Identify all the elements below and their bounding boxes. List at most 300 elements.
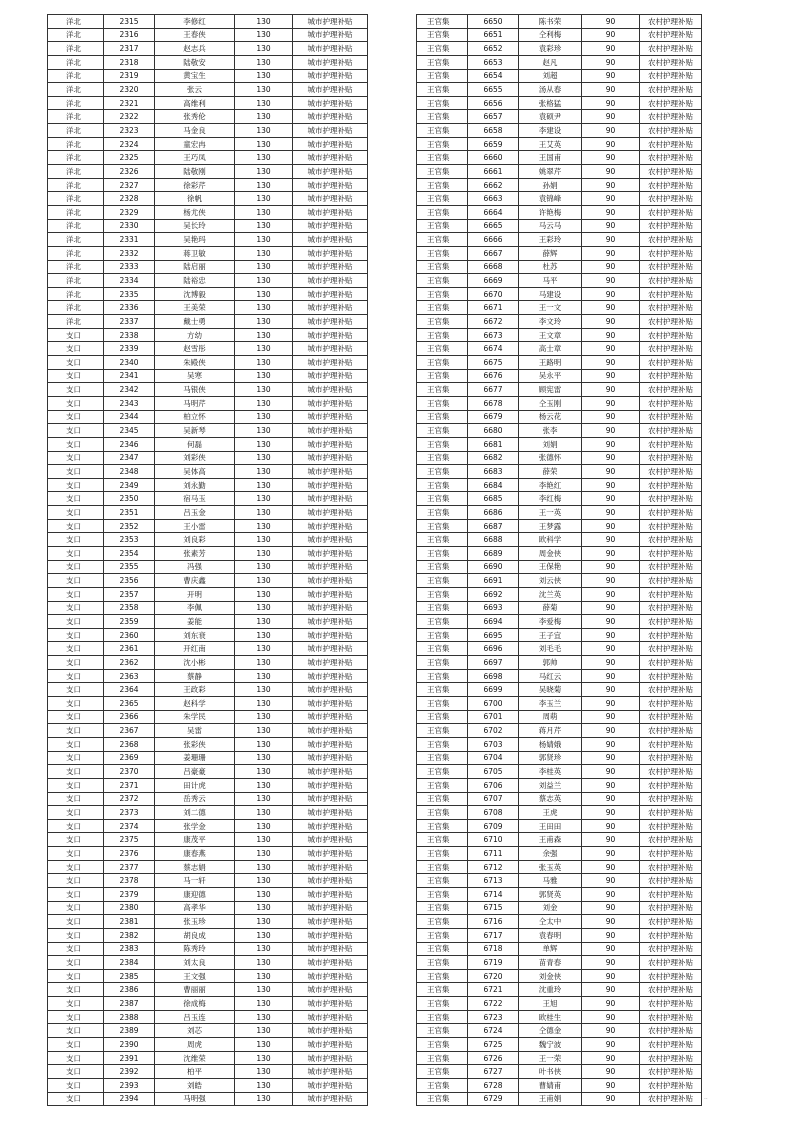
table-row	[417, 274, 702, 288]
amount-cell: 130	[235, 151, 293, 165]
subsidy-type-cell: 城市护理补贴	[293, 96, 368, 110]
amount-cell: 130	[235, 928, 293, 942]
town-cell: 洋北	[48, 260, 104, 274]
name-cell: 张德怀	[519, 451, 582, 465]
name-cell: 高士章	[519, 342, 582, 356]
name-cell: 吴晓菊	[519, 683, 582, 697]
amount-cell: 130	[235, 983, 293, 997]
subsidy-type-cell: 城市护理补贴	[293, 860, 368, 874]
amount-cell: 130	[235, 396, 293, 410]
amount-cell: 130	[235, 806, 293, 820]
subsidy-type-cell: 城市护理补贴	[293, 1051, 368, 1065]
town-cell: 王官集	[417, 1092, 468, 1106]
table-row	[48, 437, 368, 451]
name-cell: 杨云花	[519, 410, 582, 424]
serial-cell: 6710	[468, 833, 519, 847]
amount-cell: 130	[235, 833, 293, 847]
serial-cell: 6699	[468, 683, 519, 697]
table-row	[48, 1010, 368, 1024]
name-cell: 吴寒	[155, 369, 235, 383]
town-cell: 洋北	[48, 55, 104, 69]
subsidy-type-cell: 农村护理补贴	[640, 506, 702, 520]
name-cell: 徐成梅	[155, 997, 235, 1011]
serial-cell: 6655	[468, 83, 519, 97]
town-cell: 王官集	[417, 410, 468, 424]
table-row	[48, 683, 368, 697]
subsidy-type-cell: 城市护理补贴	[293, 28, 368, 42]
serial-cell: 2353	[104, 533, 155, 547]
name-cell: 张玉英	[519, 860, 582, 874]
serial-cell: 2374	[104, 819, 155, 833]
table-row	[48, 765, 368, 779]
table-row	[417, 28, 702, 42]
name-cell: 李玉兰	[519, 697, 582, 711]
serial-cell: 2394	[104, 1092, 155, 1106]
town-cell: 王官集	[417, 356, 468, 370]
name-cell: 沈重玲	[519, 983, 582, 997]
subsidy-type-cell: 农村护理补贴	[640, 533, 702, 547]
subsidy-type-cell: 城市护理补贴	[293, 328, 368, 342]
town-cell: 支口	[48, 615, 104, 629]
subsidy-type-cell: 农村护理补贴	[640, 1024, 702, 1038]
serial-cell: 6651	[468, 28, 519, 42]
town-cell: 支口	[48, 546, 104, 560]
amount-cell: 90	[582, 1065, 640, 1079]
table-row	[417, 506, 702, 520]
town-cell: 支口	[48, 465, 104, 479]
amount-cell: 90	[582, 983, 640, 997]
town-cell: 支口	[48, 1010, 104, 1024]
town-cell: 王官集	[417, 1051, 468, 1065]
name-cell: 许艳梅	[519, 205, 582, 219]
subsidy-type-cell: 农村护理补贴	[640, 69, 702, 83]
town-cell: 王官集	[417, 847, 468, 861]
amount-cell: 130	[235, 533, 293, 547]
table-row	[417, 533, 702, 547]
town-cell: 支口	[48, 983, 104, 997]
amount-cell: 90	[582, 874, 640, 888]
subsidy-type-cell: 城市护理补贴	[293, 819, 368, 833]
table-row	[48, 1038, 368, 1052]
amount-cell: 130	[235, 1078, 293, 1092]
name-cell: 张素芳	[155, 546, 235, 560]
amount-cell: 130	[235, 615, 293, 629]
serial-cell: 6713	[468, 874, 519, 888]
subsidy-type-cell: 农村护理补贴	[640, 301, 702, 315]
serial-cell: 6693	[468, 601, 519, 615]
serial-cell: 6676	[468, 369, 519, 383]
amount-cell: 90	[582, 328, 640, 342]
name-cell: 仝德金	[519, 1024, 582, 1038]
amount-cell: 90	[582, 205, 640, 219]
table-row	[48, 124, 368, 138]
serial-cell: 2363	[104, 669, 155, 683]
town-cell: 支口	[48, 765, 104, 779]
serial-cell: 6665	[468, 219, 519, 233]
amount-cell: 90	[582, 1010, 640, 1024]
name-cell: 李修红	[155, 15, 235, 29]
serial-cell: 2382	[104, 928, 155, 942]
town-cell: 支口	[48, 874, 104, 888]
name-cell: 苗青春	[519, 956, 582, 970]
town-cell: 王官集	[417, 15, 468, 29]
table-row	[48, 997, 368, 1011]
name-cell: 张秀伦	[155, 110, 235, 124]
subsidy-type-cell: 城市护理补贴	[293, 465, 368, 479]
amount-cell: 90	[582, 533, 640, 547]
amount-cell: 130	[235, 1010, 293, 1024]
name-cell: 袁锦峰	[519, 192, 582, 206]
table-row	[48, 383, 368, 397]
serial-cell: 2389	[104, 1024, 155, 1038]
subsidy-type-cell: 农村护理补贴	[640, 1010, 702, 1024]
table-row	[417, 110, 702, 124]
serial-cell: 2365	[104, 697, 155, 711]
town-cell: 洋北	[48, 15, 104, 29]
table-row	[417, 956, 702, 970]
table-row	[417, 465, 702, 479]
town-cell: 王官集	[417, 219, 468, 233]
subsidy-type-cell: 城市护理补贴	[293, 737, 368, 751]
name-cell: 吴雷	[155, 724, 235, 738]
serial-cell: 6678	[468, 396, 519, 410]
serial-cell: 2361	[104, 642, 155, 656]
name-cell: 曹婧甫	[519, 1078, 582, 1092]
amount-cell: 90	[582, 724, 640, 738]
subsidy-type-cell: 城市护理补贴	[293, 396, 368, 410]
subsidy-type-cell: 农村护理补贴	[640, 383, 702, 397]
name-cell: 马平	[519, 274, 582, 288]
subsidy-type-cell: 农村护理补贴	[640, 287, 702, 301]
amount-cell: 90	[582, 15, 640, 29]
subsidy-type-cell: 农村护理补贴	[640, 424, 702, 438]
table-row	[417, 15, 702, 29]
town-cell: 洋北	[48, 110, 104, 124]
serial-cell: 6720	[468, 969, 519, 983]
town-cell: 王官集	[417, 55, 468, 69]
subsidy-type-cell: 农村护理补贴	[640, 888, 702, 902]
town-cell: 王官集	[417, 997, 468, 1011]
table-row	[48, 424, 368, 438]
serial-cell: 2350	[104, 492, 155, 506]
table-row	[48, 165, 368, 179]
serial-cell: 2373	[104, 806, 155, 820]
amount-cell: 130	[235, 997, 293, 1011]
town-cell: 王官集	[417, 710, 468, 724]
name-cell: 吕玉连	[155, 1010, 235, 1024]
subsidy-type-cell: 农村护理补贴	[640, 1078, 702, 1092]
subsidy-type-cell: 农村护理补贴	[640, 1051, 702, 1065]
town-cell: 王官集	[417, 519, 468, 533]
serial-cell: 2326	[104, 165, 155, 179]
subsidy-type-cell: 城市护理补贴	[293, 55, 368, 69]
serial-cell: 6663	[468, 192, 519, 206]
town-cell: 王官集	[417, 1038, 468, 1052]
town-cell: 王官集	[417, 778, 468, 792]
subsidy-type-cell: 农村护理补贴	[640, 997, 702, 1011]
amount-cell: 90	[582, 942, 640, 956]
name-cell: 刘云侠	[519, 574, 582, 588]
table-row	[48, 315, 368, 329]
amount-cell: 130	[235, 437, 293, 451]
amount-cell: 130	[235, 819, 293, 833]
table-row	[417, 656, 702, 670]
subsidy-type-cell: 农村护理补贴	[640, 28, 702, 42]
serial-cell: 2343	[104, 396, 155, 410]
subsidy-type-cell: 农村护理补贴	[640, 219, 702, 233]
serial-cell: 2334	[104, 274, 155, 288]
table-row	[48, 192, 368, 206]
name-cell: 王甫娟	[519, 1092, 582, 1106]
name-cell: 欧科学	[519, 533, 582, 547]
subsidy-type-cell: 城市护理补贴	[293, 165, 368, 179]
table-row	[48, 1024, 368, 1038]
amount-cell: 130	[235, 956, 293, 970]
amount-cell: 130	[235, 519, 293, 533]
subsidy-type-cell: 城市护理补贴	[293, 205, 368, 219]
subsidy-type-cell: 城市护理补贴	[293, 778, 368, 792]
subsidy-type-cell: 城市护理补贴	[293, 233, 368, 247]
subsidy-type-cell: 城市护理补贴	[293, 246, 368, 260]
subsidy-type-cell: 城市护理补贴	[293, 492, 368, 506]
serial-cell: 2318	[104, 55, 155, 69]
serial-cell: 2349	[104, 478, 155, 492]
subsidy-type-cell: 城市护理补贴	[293, 628, 368, 642]
amount-cell: 130	[235, 451, 293, 465]
table-row	[417, 205, 702, 219]
name-cell: 朱殿侠	[155, 356, 235, 370]
serial-cell: 2371	[104, 778, 155, 792]
serial-cell: 2366	[104, 710, 155, 724]
amount-cell: 130	[235, 233, 293, 247]
town-cell: 洋北	[48, 315, 104, 329]
amount-cell: 90	[582, 478, 640, 492]
serial-cell: 6729	[468, 1092, 519, 1106]
amount-cell: 130	[235, 274, 293, 288]
serial-cell: 2342	[104, 383, 155, 397]
serial-cell: 6718	[468, 942, 519, 956]
town-cell: 王官集	[417, 615, 468, 629]
serial-cell: 6673	[468, 328, 519, 342]
name-cell: 郭贤珍	[519, 751, 582, 765]
serial-cell: 6702	[468, 724, 519, 738]
subsidy-type-cell: 农村护理补贴	[640, 901, 702, 915]
town-cell: 支口	[48, 478, 104, 492]
serial-cell: 2393	[104, 1078, 155, 1092]
town-cell: 王官集	[417, 301, 468, 315]
amount-cell: 130	[235, 260, 293, 274]
amount-cell: 90	[582, 997, 640, 1011]
table-row	[48, 356, 368, 370]
table-row	[417, 574, 702, 588]
subsidy-type-cell: 城市护理补贴	[293, 1078, 368, 1092]
subsidy-type-cell: 农村护理补贴	[640, 628, 702, 642]
subsidy-type-cell: 城市护理补贴	[293, 656, 368, 670]
amount-cell: 90	[582, 628, 640, 642]
amount-cell: 90	[582, 751, 640, 765]
serial-cell: 2323	[104, 124, 155, 138]
amount-cell: 90	[582, 55, 640, 69]
town-cell: 支口	[48, 451, 104, 465]
amount-cell: 130	[235, 424, 293, 438]
serial-cell: 2377	[104, 860, 155, 874]
amount-cell: 130	[235, 287, 293, 301]
town-cell: 支口	[48, 901, 104, 915]
table-row	[417, 997, 702, 1011]
table-row	[48, 96, 368, 110]
amount-cell: 130	[235, 246, 293, 260]
table-row	[48, 710, 368, 724]
subsidy-type-cell: 城市护理补贴	[293, 383, 368, 397]
serial-cell: 6685	[468, 492, 519, 506]
subsidy-type-cell: 城市护理补贴	[293, 1024, 368, 1038]
table-row	[48, 901, 368, 915]
amount-cell: 130	[235, 96, 293, 110]
name-cell: 张玉珍	[155, 915, 235, 929]
amount-cell: 90	[582, 396, 640, 410]
subsidy-type-cell: 农村护理补贴	[640, 1038, 702, 1052]
amount-cell: 90	[582, 369, 640, 383]
name-cell: 何磊	[155, 437, 235, 451]
name-cell: 马云马	[519, 219, 582, 233]
town-cell: 支口	[48, 342, 104, 356]
serial-cell: 6684	[468, 478, 519, 492]
subsidy-type-cell: 农村护理补贴	[640, 778, 702, 792]
subsidy-type-cell: 农村护理补贴	[640, 137, 702, 151]
name-cell: 曹庆鑫	[155, 574, 235, 588]
subsidy-type-cell: 城市护理补贴	[293, 478, 368, 492]
name-cell: 徐彩芹	[155, 178, 235, 192]
amount-cell: 90	[582, 424, 640, 438]
name-cell: 刘彩侠	[155, 451, 235, 465]
table-row	[417, 628, 702, 642]
town-cell: 王官集	[417, 1078, 468, 1092]
table-row	[417, 1092, 702, 1106]
table-row	[417, 587, 702, 601]
serial-cell: 6717	[468, 928, 519, 942]
subsidy-type-cell: 农村护理补贴	[640, 246, 702, 260]
table-row	[417, 369, 702, 383]
amount-cell: 130	[235, 369, 293, 383]
amount-cell: 130	[235, 901, 293, 915]
subsidy-type-cell: 农村护理补贴	[640, 96, 702, 110]
town-cell: 支口	[48, 997, 104, 1011]
amount-cell: 90	[582, 1092, 640, 1106]
serial-cell: 2344	[104, 410, 155, 424]
table-row	[417, 83, 702, 97]
town-cell: 支口	[48, 833, 104, 847]
table-row	[417, 124, 702, 138]
town-cell: 支口	[48, 574, 104, 588]
serial-cell: 2348	[104, 465, 155, 479]
table-row	[48, 601, 368, 615]
name-cell: 胡良成	[155, 928, 235, 942]
name-cell: 吴体高	[155, 465, 235, 479]
name-cell: 康茂平	[155, 833, 235, 847]
name-cell: 蔡志英	[519, 792, 582, 806]
subsidy-type-cell: 农村护理补贴	[640, 956, 702, 970]
town-cell: 洋北	[48, 274, 104, 288]
name-cell: 戴士勇	[155, 315, 235, 329]
town-cell: 支口	[48, 969, 104, 983]
serial-cell: 6707	[468, 792, 519, 806]
amount-cell: 130	[235, 410, 293, 424]
serial-cell: 2364	[104, 683, 155, 697]
name-cell: 刘东衰	[155, 628, 235, 642]
subsidy-type-cell: 城市护理补贴	[293, 833, 368, 847]
name-cell: 张彩侠	[155, 737, 235, 751]
town-cell: 洋北	[48, 96, 104, 110]
table-row	[48, 806, 368, 820]
serial-cell: 2317	[104, 42, 155, 56]
subsidy-type-cell: 城市护理补贴	[293, 765, 368, 779]
table-row	[417, 710, 702, 724]
town-cell: 洋北	[48, 192, 104, 206]
table-row	[48, 287, 368, 301]
serial-cell: 2335	[104, 287, 155, 301]
town-cell: 支口	[48, 642, 104, 656]
table-row	[417, 615, 702, 629]
table-row	[48, 1092, 368, 1106]
serial-cell: 2388	[104, 1010, 155, 1024]
table-row	[48, 301, 368, 315]
subsidy-type-cell: 城市护理补贴	[293, 888, 368, 902]
subsidy-type-cell: 城市护理补贴	[293, 874, 368, 888]
name-cell: 刘毛毛	[519, 642, 582, 656]
serial-cell: 6667	[468, 246, 519, 260]
name-cell: 薛辉	[519, 246, 582, 260]
subsidy-type-cell: 农村护理补贴	[640, 656, 702, 670]
amount-cell: 90	[582, 315, 640, 329]
serial-cell: 6725	[468, 1038, 519, 1052]
amount-cell: 130	[235, 1051, 293, 1065]
table-row	[48, 178, 368, 192]
subsidy-type-cell: 农村护理补贴	[640, 587, 702, 601]
amount-cell: 130	[235, 69, 293, 83]
town-cell: 王官集	[417, 587, 468, 601]
amount-cell: 90	[582, 301, 640, 315]
serial-cell: 6705	[468, 765, 519, 779]
name-cell: 王保艳	[519, 560, 582, 574]
amount-cell: 130	[235, 83, 293, 97]
table-row	[48, 28, 368, 42]
amount-cell: 90	[582, 1078, 640, 1092]
name-cell: 仝玉刚	[519, 396, 582, 410]
subsidy-type-cell: 城市护理补贴	[293, 642, 368, 656]
table-row	[417, 751, 702, 765]
serial-cell: 2379	[104, 888, 155, 902]
serial-cell: 6656	[468, 96, 519, 110]
town-cell: 支口	[48, 683, 104, 697]
amount-cell: 90	[582, 833, 640, 847]
table-row	[417, 1051, 702, 1065]
town-cell: 洋北	[48, 151, 104, 165]
serial-cell: 6686	[468, 506, 519, 520]
subsidy-type-cell: 农村护理补贴	[640, 437, 702, 451]
table-row	[417, 519, 702, 533]
serial-cell: 6666	[468, 233, 519, 247]
town-cell: 支口	[48, 519, 104, 533]
serial-cell: 2321	[104, 96, 155, 110]
table-row	[48, 396, 368, 410]
amount-cell: 130	[235, 697, 293, 711]
table-row	[48, 724, 368, 738]
town-cell: 王官集	[417, 697, 468, 711]
town-cell: 支口	[48, 751, 104, 765]
town-cell: 支口	[48, 928, 104, 942]
serial-cell: 2387	[104, 997, 155, 1011]
town-cell: 王官集	[417, 956, 468, 970]
